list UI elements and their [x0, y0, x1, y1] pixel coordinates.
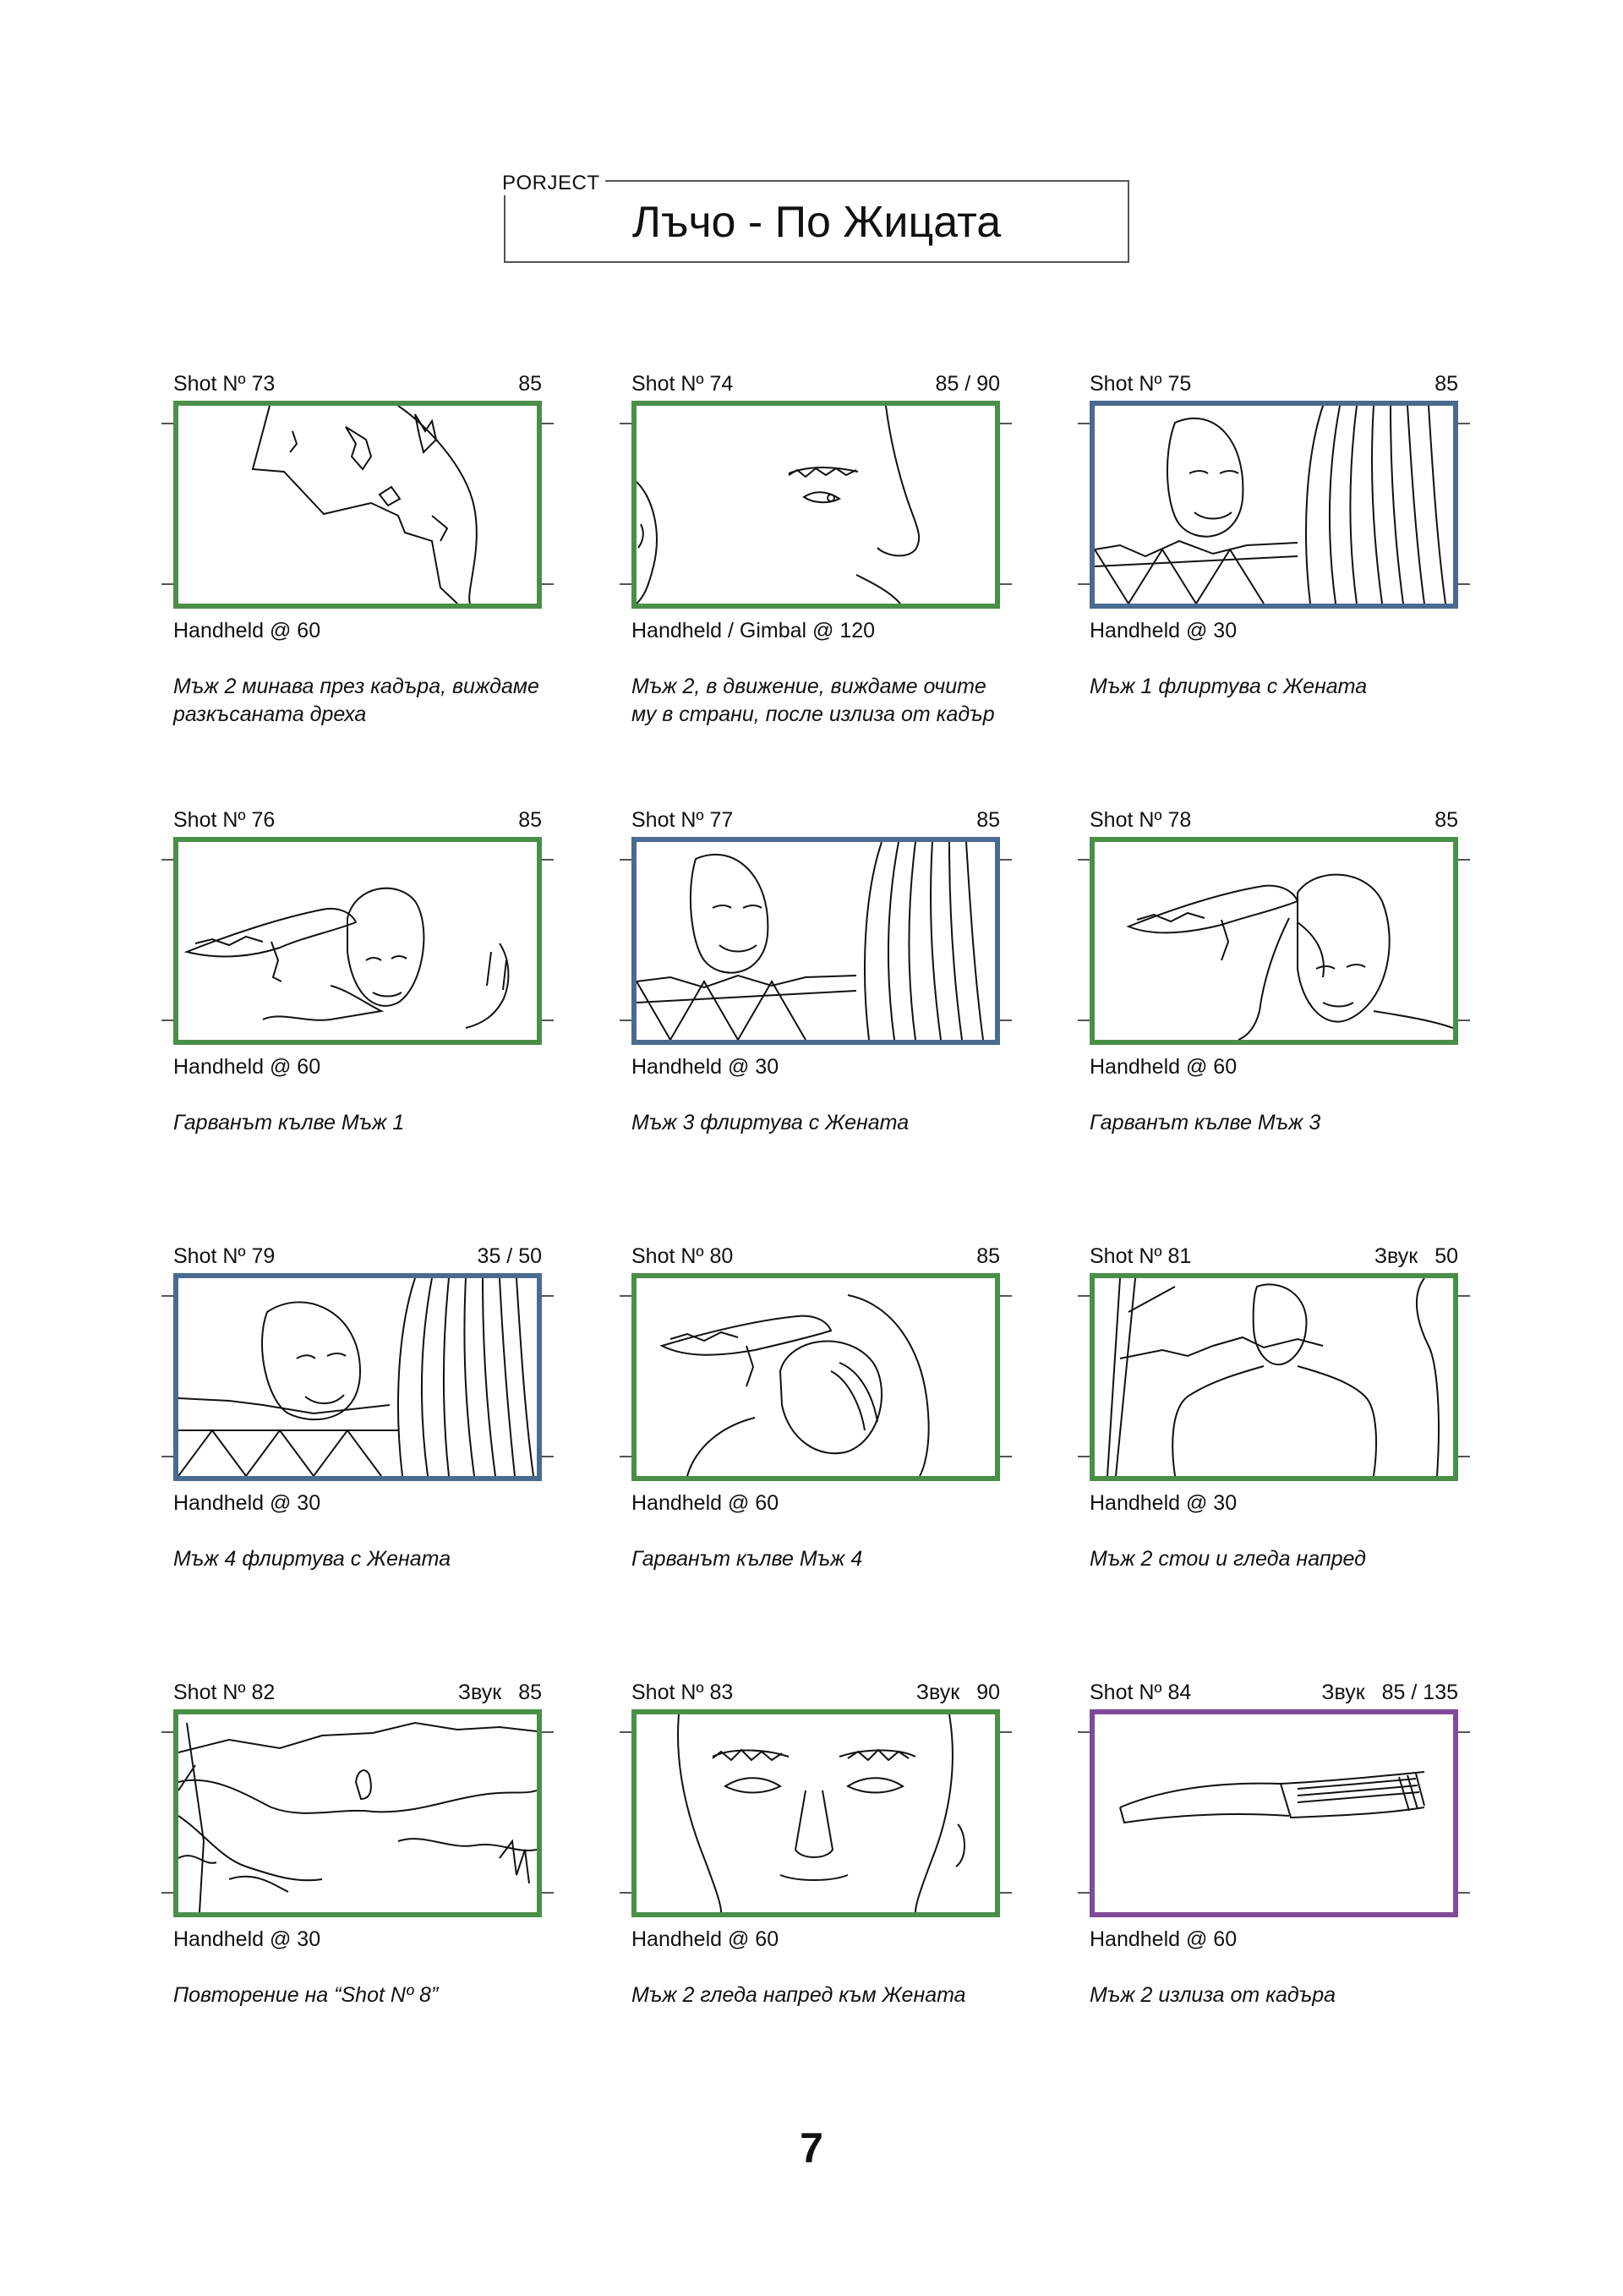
shot-description: Мъж 2 стои и гледа напред — [1090, 1547, 1366, 1571]
frame-tick-mark — [542, 1020, 554, 1021]
shot-description: Мъж 2 минава през кадъра, виждаме разкъсаната дреха — [173, 675, 539, 726]
shot-duration: 85 — [976, 808, 1000, 832]
shot-duration: 85 — [518, 808, 542, 832]
frame-tick-mark — [1000, 859, 1012, 861]
shot-header — [173, 1244, 542, 1273]
storyboard-frame — [631, 837, 1000, 1045]
shot-description: Мъж 1 флиртува с Жената — [1090, 675, 1368, 698]
storyboard-frame — [631, 401, 1000, 609]
shot-header — [1090, 808, 1458, 837]
frame-tick-mark — [620, 1456, 631, 1457]
storyboard-frame — [631, 1709, 1000, 1917]
frame-tick-mark — [1078, 1456, 1090, 1457]
shot-number: Shot Nº 75 — [1090, 372, 1192, 396]
storyboard-frame — [173, 1709, 542, 1917]
frame-tick-mark — [161, 423, 173, 424]
frame-tick-mark — [161, 583, 173, 585]
shot-duration: 85 / 90 — [935, 372, 1000, 396]
storyboard-frame — [1090, 1273, 1458, 1481]
camera-setup: Handheld @ 30 — [631, 1055, 779, 1079]
page-number: 7 — [800, 2124, 823, 2172]
frame-tick-mark — [620, 1892, 631, 1894]
frame-tick-mark — [1458, 859, 1470, 861]
frame-tick-mark — [1458, 583, 1470, 585]
sketch-face-front — [637, 1714, 995, 1912]
shot-description: Гарванът кълве Мъж 1 — [173, 1111, 405, 1134]
shot-duration: 85 — [518, 372, 542, 396]
shot-description: Мъж 2 излиза от кадъра — [1090, 1983, 1336, 2007]
shot-number: Shot Nº 82 — [173, 1681, 276, 1704]
storyboard-frame — [173, 401, 542, 609]
storyboard-frame — [1090, 1709, 1458, 1917]
frame-tick-mark — [1078, 583, 1090, 585]
shot-header — [1090, 1244, 1458, 1273]
frame-tick-mark — [620, 1731, 631, 1733]
shot-description: Мъж 2 гледа напред към Жената — [631, 1983, 966, 2007]
camera-setup: Handheld @ 30 — [1090, 1491, 1238, 1515]
frame-tick-mark — [1458, 1892, 1470, 1894]
shot-description: Мъж 2, в движение, виждаме очите му в страни, после излиза от кадър — [631, 675, 995, 726]
shot-duration: 85 / 135 — [1381, 1681, 1458, 1704]
shot-duration: 35 / 50 — [477, 1244, 542, 1268]
shot-card — [1090, 1244, 1458, 1633]
shot-duration: 85 — [1434, 808, 1458, 832]
sound-label: Звук — [1374, 1244, 1418, 1268]
frame-tick-mark — [620, 1020, 631, 1021]
storyboard-frame — [173, 837, 542, 1045]
shot-number: Shot Nº 80 — [631, 1244, 734, 1268]
frame-tick-mark — [161, 1020, 173, 1021]
project-label: PORJECT — [500, 172, 605, 195]
shot-description: Гарванът кълве Мъж 3 — [1090, 1111, 1321, 1134]
frame-tick-mark — [542, 1731, 554, 1733]
frame-tick-mark — [542, 859, 554, 861]
frame-tick-mark — [620, 859, 631, 861]
shot-number: Shot Nº 83 — [631, 1681, 734, 1704]
frame-tick-mark — [542, 1892, 554, 1894]
shot-header — [631, 1681, 1000, 1709]
shot-card — [173, 1244, 542, 1633]
shot-header — [631, 808, 1000, 837]
frame-tick-mark — [1078, 859, 1090, 861]
shot-card — [631, 1244, 1000, 1633]
shot-header — [173, 808, 542, 837]
shot-description: Гарванът кълве Мъж 4 — [631, 1547, 863, 1571]
frame-tick-mark — [542, 583, 554, 585]
storyboard-frame — [631, 1273, 1000, 1481]
frame-tick-mark — [1458, 1456, 1470, 1457]
shot-duration: 85 — [1434, 372, 1458, 396]
sound-label: Звук — [1321, 1681, 1365, 1704]
sound-label: Звук — [915, 1681, 960, 1704]
camera-setup: Handheld @ 30 — [1090, 619, 1238, 642]
frame-tick-mark — [1458, 1731, 1470, 1733]
camera-setup: Handheld @ 30 — [173, 1491, 321, 1515]
frame-tick-mark — [542, 423, 554, 424]
shot-card — [173, 372, 542, 761]
camera-setup: Handheld @ 60 — [1090, 1055, 1238, 1079]
sketch-open-book — [1095, 1714, 1453, 1912]
sketch-man-from-behind — [1095, 1278, 1453, 1476]
frame-tick-mark — [1078, 1020, 1090, 1021]
shot-card — [631, 372, 1000, 761]
frame-tick-mark — [1078, 1731, 1090, 1733]
shot-number: Shot Nº 84 — [1090, 1681, 1192, 1704]
sketch-man-and-woman — [637, 842, 995, 1040]
storyboard-frame — [1090, 837, 1458, 1045]
frame-tick-mark — [1000, 1020, 1012, 1021]
shot-number: Shot Nº 77 — [631, 808, 734, 832]
shot-card — [173, 808, 542, 1197]
sketch-landscape-repeat — [178, 1714, 537, 1912]
frame-tick-mark — [161, 1731, 173, 1733]
frame-tick-mark — [1000, 583, 1012, 585]
shot-description: Мъж 3 флиртува с Жената — [631, 1111, 910, 1134]
project-title: Лъчо - По Жицата — [631, 198, 1002, 247]
camera-setup: Handheld @ 60 — [173, 619, 321, 642]
frame-tick-mark — [542, 1295, 554, 1297]
shot-duration: 90 — [976, 1681, 1000, 1704]
shot-description: Повторение на “Shot Nº 8” — [173, 1983, 439, 2007]
shot-duration: 50 — [1434, 1244, 1458, 1268]
shot-header — [631, 1244, 1000, 1273]
frame-tick-mark — [620, 423, 631, 424]
sketch-raven-pecks-man — [1095, 842, 1453, 1040]
shot-header — [173, 372, 542, 401]
shot-header — [1090, 1681, 1458, 1709]
shot-card — [631, 808, 1000, 1197]
shot-card — [1090, 372, 1458, 761]
sound-label: Звук — [457, 1681, 502, 1704]
storyboard-frame — [1090, 401, 1458, 609]
shot-number: Shot Nº 76 — [173, 808, 276, 832]
shot-number: Shot Nº 81 — [1090, 1244, 1192, 1268]
frame-tick-mark — [1458, 1295, 1470, 1297]
camera-setup: Handheld @ 60 — [173, 1055, 321, 1079]
camera-setup: Handheld / Gimbal @ 120 — [631, 619, 876, 642]
sketch-profile-face — [637, 406, 995, 604]
frame-tick-mark — [620, 583, 631, 585]
sketch-torn-shirt — [178, 406, 537, 604]
frame-tick-mark — [161, 1456, 173, 1457]
shot-number: Shot Nº 78 — [1090, 808, 1192, 832]
shot-number: Shot Nº 79 — [173, 1244, 276, 1268]
frame-tick-mark — [542, 1456, 554, 1457]
camera-setup: Handheld @ 60 — [631, 1927, 779, 1951]
frame-tick-mark — [161, 1892, 173, 1894]
shot-number: Shot Nº 73 — [173, 372, 276, 396]
frame-tick-mark — [1078, 1295, 1090, 1297]
shot-card — [631, 1681, 1000, 2069]
shot-duration: 85 — [518, 1681, 542, 1704]
frame-tick-mark — [1000, 1456, 1012, 1457]
sketch-man-and-woman — [1095, 406, 1453, 604]
frame-tick-mark — [161, 859, 173, 861]
camera-setup: Handheld @ 30 — [173, 1927, 321, 1951]
sketch-man-and-woman — [178, 1278, 537, 1476]
storyboard-frame — [173, 1273, 542, 1481]
shot-number: Shot Nº 74 — [631, 372, 734, 396]
frame-tick-mark — [1000, 1731, 1012, 1733]
frame-tick-mark — [620, 1295, 631, 1297]
shot-card — [1090, 808, 1458, 1197]
shot-header — [1090, 372, 1458, 401]
camera-setup: Handheld @ 60 — [1090, 1927, 1238, 1951]
frame-tick-mark — [1078, 423, 1090, 424]
shot-header — [631, 372, 1000, 401]
frame-tick-mark — [1000, 1295, 1012, 1297]
shot-card — [1090, 1681, 1458, 2069]
shot-description: Мъж 4 флиртува с Жената — [173, 1547, 451, 1571]
camera-setup: Handheld @ 60 — [631, 1491, 779, 1515]
sketch-raven-pecks-man — [178, 842, 537, 1040]
frame-tick-mark — [1000, 423, 1012, 424]
sketch-raven-pecks-man — [637, 1278, 995, 1476]
shot-duration: 85 — [976, 1244, 1000, 1268]
shot-card — [173, 1681, 542, 2069]
frame-tick-mark — [1078, 1892, 1090, 1894]
shot-header — [173, 1681, 542, 1709]
frame-tick-mark — [1458, 423, 1470, 424]
frame-tick-mark — [1458, 1020, 1470, 1021]
frame-tick-mark — [1000, 1892, 1012, 1894]
frame-tick-mark — [161, 1295, 173, 1297]
